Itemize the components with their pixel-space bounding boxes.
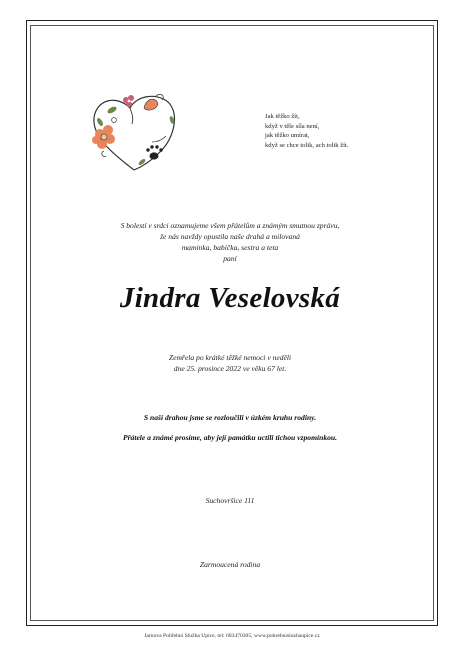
announcement-line: maminka, babička, sestra a teta — [181, 243, 279, 252]
poem-line: když v těle síla není, — [265, 122, 320, 130]
death-notice — [60, 352, 400, 374]
poem-line: Jak těžko žít, — [265, 113, 300, 120]
announcement — [60, 220, 400, 264]
farewell-line-2: Přátele a známé prosíme, aby její památku uctili tichou vzpomínkou. — [122, 433, 338, 442]
announcement-line: že nás navždy opustila naše drahá a milovaná — [160, 232, 300, 241]
death-notice-line: dne 25. prosince 2022 ve věku 67 let. — [173, 364, 287, 373]
deceased-name: Jindra Veselovská — [119, 282, 341, 314]
announcement-line: S bolestí v srdci oznamujeme všem přátelům a známým smutnou zprávu, — [120, 221, 340, 230]
announcement-line: paní — [223, 254, 237, 263]
poem-line: když se chce tolik, ach tolik žít. — [265, 141, 349, 149]
signature: Zarmoucená rodina — [199, 560, 261, 569]
poem-line: jak těžko umírat, — [265, 132, 310, 140]
address: Suchovršice 111 — [205, 496, 255, 505]
death-notice-line: Zemřela po krátké těžké nemoci v neděli — [168, 353, 292, 362]
poem — [265, 112, 425, 150]
farewell-text — [40, 408, 420, 448]
farewell-line-1: S naší drahou jsme se rozloučili v úzkém kruhu rodiny. — [143, 413, 317, 422]
heart-wreath-ornament — [86, 86, 182, 176]
footer-contact: Jarnova Pohřební Služba Upice, tel: 603470305, www.pohrebnisluzbaupice.cz — [144, 633, 320, 639]
